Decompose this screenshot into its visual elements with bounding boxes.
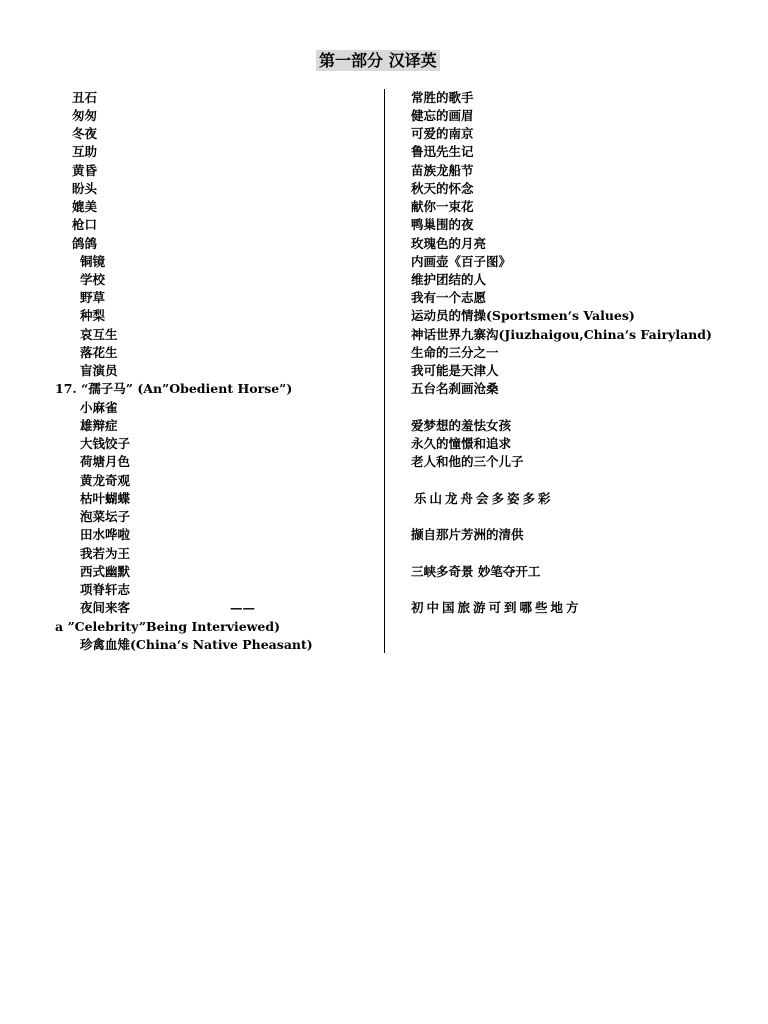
- list-item: 17. “孺子马” (An”Obedient Horse”): [55, 381, 293, 396]
- list-item: 媲美: [72, 199, 98, 214]
- list-item: 小麻雀: [80, 400, 118, 415]
- list-item: 田水哗啦: [80, 527, 131, 542]
- list-item: 永久的憧憬和追求: [411, 436, 512, 451]
- list-item: 泡菜坛子: [80, 509, 131, 524]
- list-item: 大钱饺子: [80, 436, 131, 451]
- list-item: a ”Celebrity”Being Interviewed): [55, 619, 281, 634]
- list-item: 荷塘月色: [80, 454, 131, 469]
- list-item: 鲁迅先生记: [411, 144, 474, 159]
- list-item: 运动员的情操(Sportsmen‘s Values): [411, 308, 635, 323]
- list-item: 鸽鸽: [72, 236, 98, 251]
- list-item: 珍禽血雉(China‘s Native Pheasant): [80, 637, 313, 652]
- list-item: 铜镜: [80, 254, 106, 269]
- list-item: 我可能是天津人: [411, 363, 499, 378]
- list-item: 学校: [80, 272, 106, 287]
- list-item: 雄辩症: [80, 418, 118, 433]
- list-item: 内画壶《百子图》: [411, 254, 512, 269]
- list-item: 苗族龙船节: [411, 163, 474, 178]
- list-item: 夜间来客: [80, 600, 131, 615]
- list-item: 可爱的南京: [411, 126, 474, 141]
- list-item: 撷自那片芳洲的清供: [411, 527, 524, 542]
- list-item: 落花生: [80, 345, 118, 360]
- list-item: 我有一个志愿: [411, 290, 487, 305]
- list-item: 生命的三分之一: [411, 345, 499, 360]
- list-item: 三峡多奇景 妙笔夺开工: [411, 564, 541, 579]
- list-item: 枯叶蝴蝶: [80, 491, 131, 506]
- dash-mark: ——: [230, 600, 255, 615]
- list-item: 神话世界九寨沟(Jiuzhaigou,China‘s Fairyland): [411, 327, 712, 342]
- list-item: 常胜的歌手: [411, 90, 474, 105]
- list-item: 黄昏: [72, 163, 98, 178]
- list-item: 献你一束花: [411, 199, 474, 214]
- list-item: 盼头: [72, 181, 98, 196]
- list-item: 西式幽默: [80, 564, 131, 579]
- list-item: 老人和他的三个儿子: [411, 454, 524, 469]
- list-item: 丑石: [72, 90, 98, 105]
- list-item: 秋天的怀念: [411, 181, 474, 196]
- page-title: 第一部分 汉译英: [316, 50, 440, 71]
- list-item: 种梨: [80, 308, 106, 323]
- list-item: 野草: [80, 290, 106, 305]
- list-item: 哀互生: [80, 327, 118, 342]
- list-item: 项脊轩志: [80, 582, 131, 597]
- list-item: 冬夜: [72, 126, 98, 141]
- list-item: 五台名刹画沧桑: [411, 381, 499, 396]
- list-item: 枪口: [72, 217, 98, 232]
- list-item: 健忘的画眉: [411, 108, 474, 123]
- list-item: 黄龙奇观: [80, 473, 131, 488]
- list-item: 互助: [72, 144, 98, 159]
- list-item: 鸭巢围的夜: [411, 217, 474, 232]
- list-item: 我若为王: [80, 546, 131, 561]
- list-item: 维护团结的人: [411, 272, 487, 287]
- list-item: 爱梦想的羞怯女孩: [411, 418, 512, 433]
- list-item: 玫瑰色的月亮: [411, 236, 487, 251]
- list-item: 盲演员: [80, 363, 118, 378]
- list-item: 乐山龙舟会多姿多彩: [414, 491, 554, 506]
- column-divider: [384, 89, 385, 653]
- list-item: 初中国旅游可到哪些地方: [411, 600, 582, 615]
- list-item: 匆匆: [72, 108, 98, 123]
